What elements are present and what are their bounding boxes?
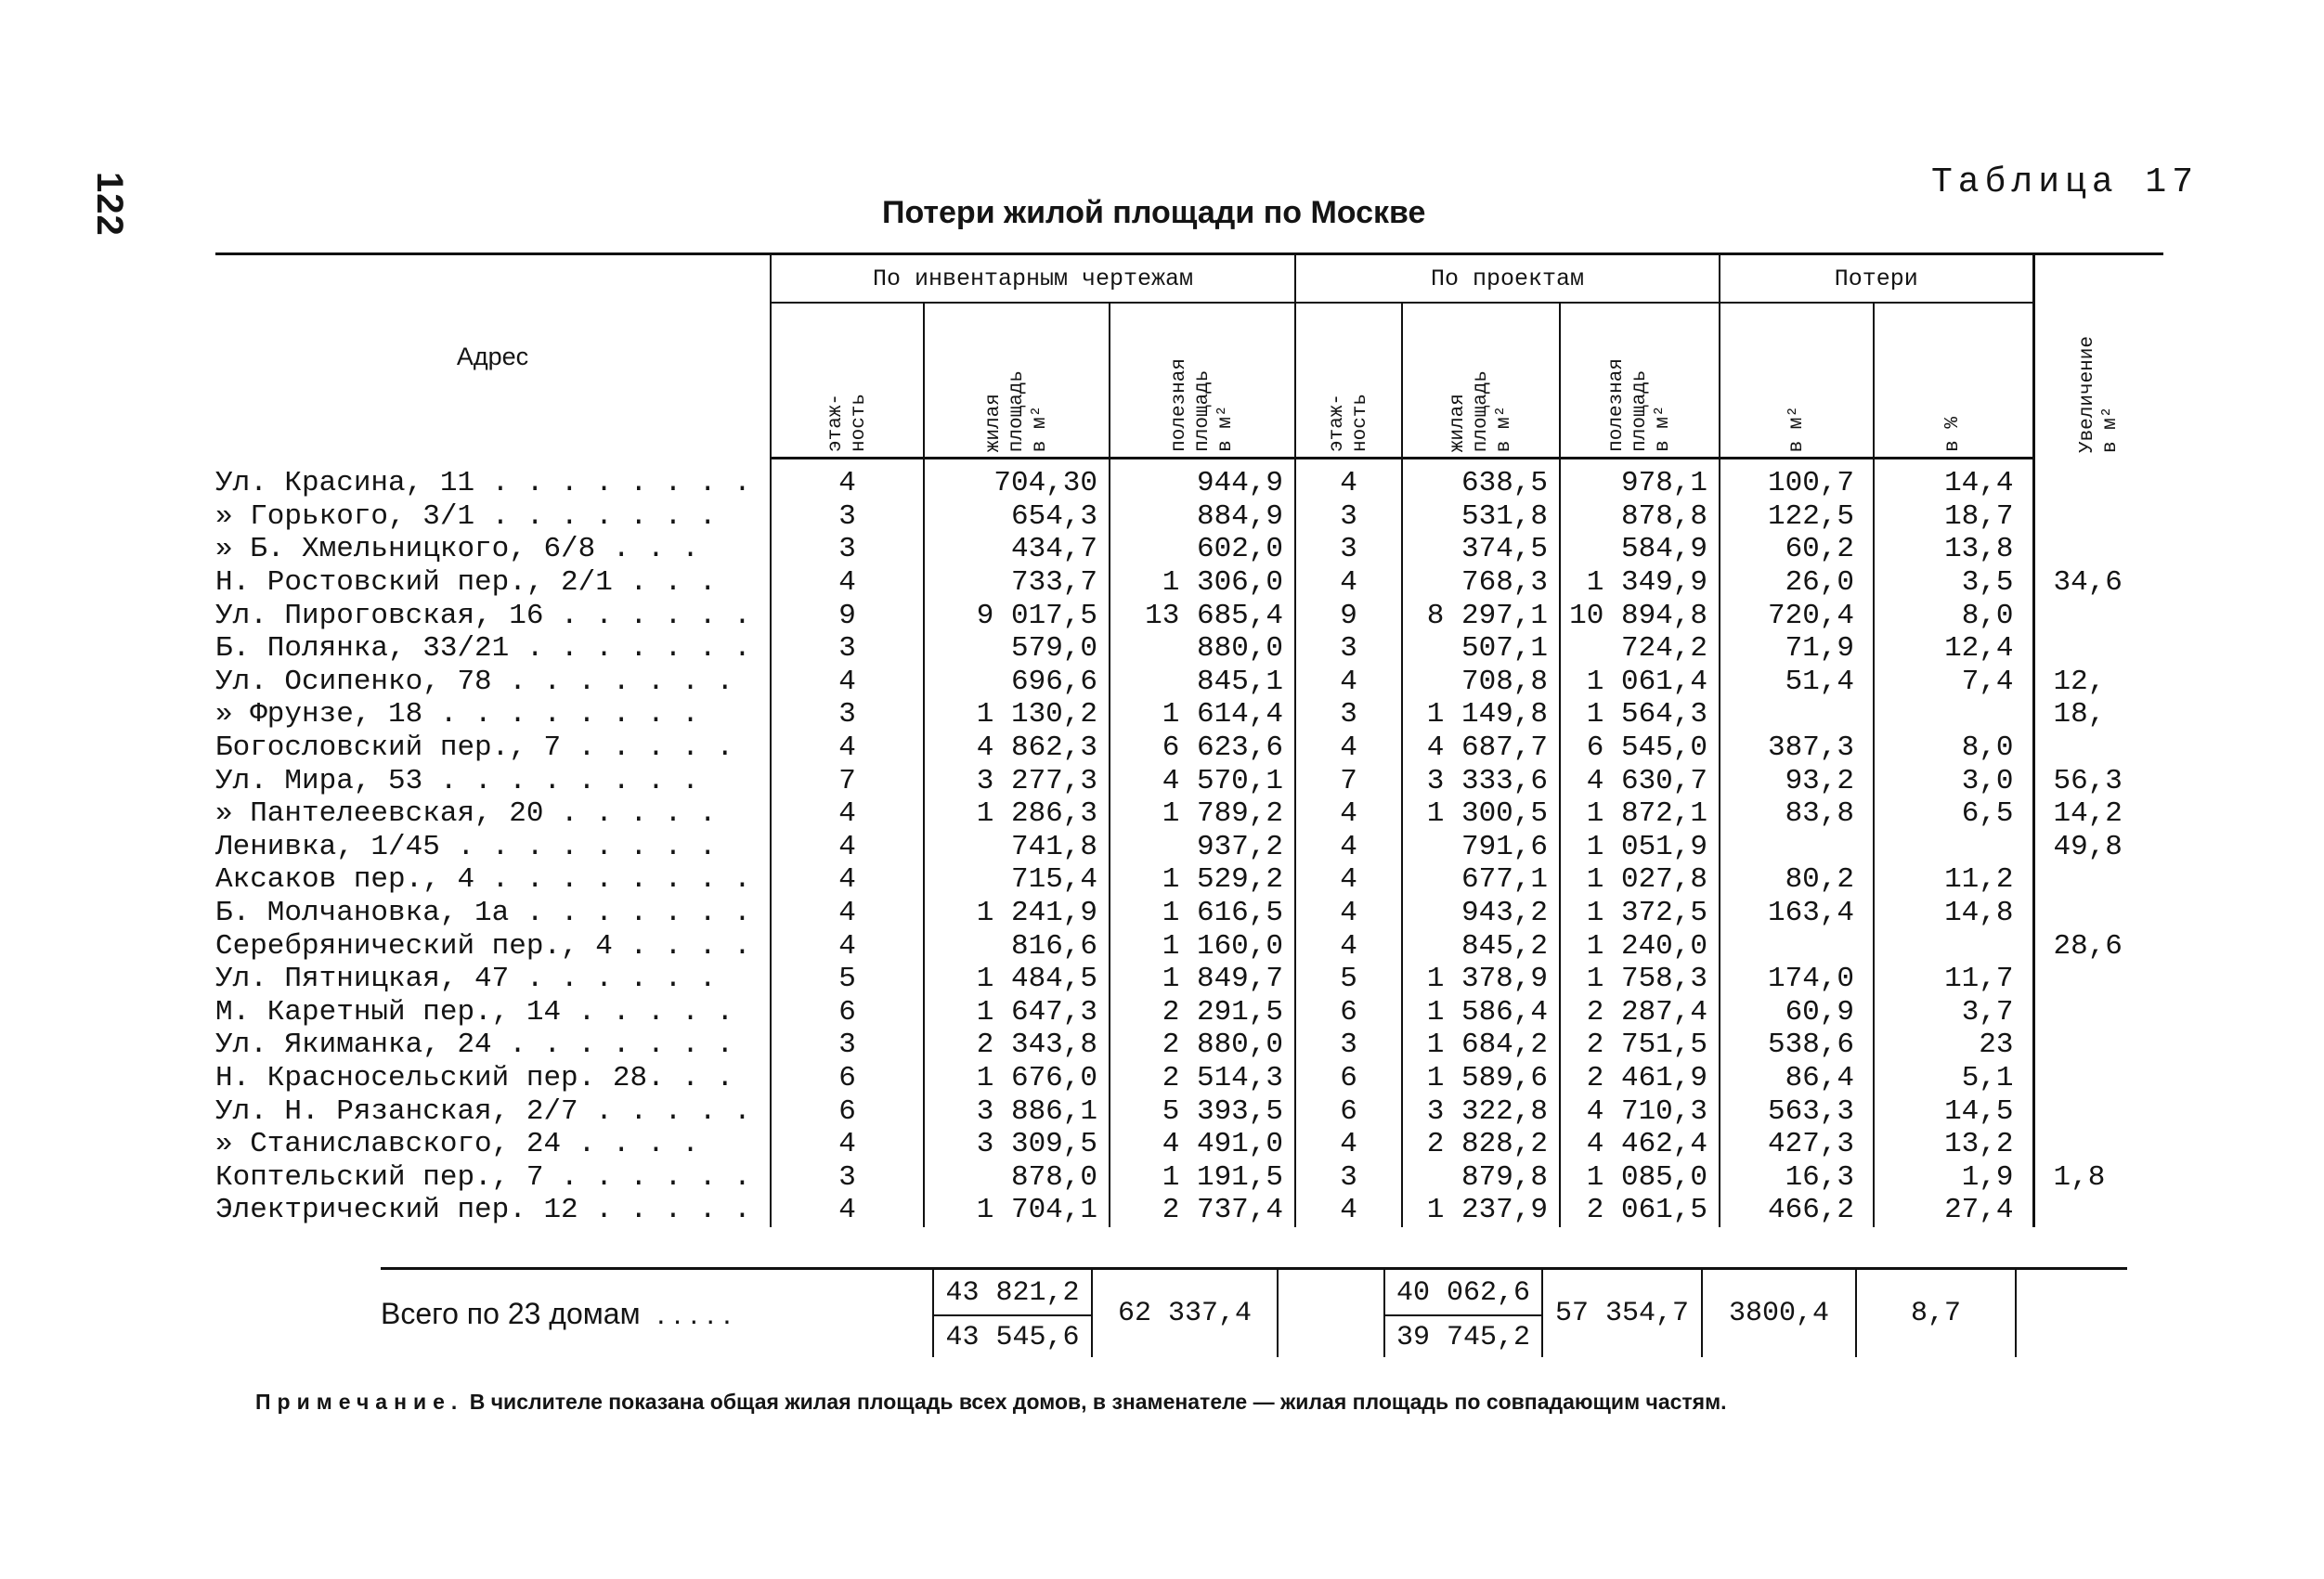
cell-address: Ул. Мира, 53 . . . . . . . . — [215, 764, 699, 797]
cell-prj-useful: 2 287,4 — [1560, 996, 1720, 1029]
cell-inv-living: 1 241,9 — [924, 897, 1110, 930]
cell-prj-floors: 4 — [1295, 1128, 1402, 1161]
cell-address: Ул. Осипенко, 78 . . . . . . . — [215, 665, 734, 698]
cell-prj-useful: 4 630,7 — [1560, 764, 1720, 797]
cell-inv-useful: 2 514,3 — [1110, 1062, 1295, 1095]
table-row — [215, 731, 2163, 765]
cell-loss-m2: 83,8 — [1720, 797, 1874, 831]
header-group-inventory: По инвентарным чертежам — [771, 254, 1295, 304]
cell-loss-pct: 14,4 — [1874, 459, 2033, 500]
cell-prj-floors: 4 — [1295, 929, 1402, 963]
cell-prj-living: 677,1 — [1402, 863, 1560, 897]
cell-loss-m2: 93,2 — [1720, 764, 1874, 797]
cell-prj-floors: 4 — [1295, 831, 1402, 864]
cell-loss-pct: 13,2 — [1874, 1128, 2033, 1161]
cell-prj-floors: 4 — [1295, 897, 1402, 930]
cell-loss-pct: 27,4 — [1874, 1194, 2033, 1227]
cell-loss-m2: 174,0 — [1720, 963, 1874, 996]
cell-address: Коптельский пер., 7 . . . . . . — [215, 1160, 751, 1194]
table-row — [215, 831, 2163, 864]
cell-loss-m2: 427,3 — [1720, 1128, 1874, 1161]
header-group-losses: Потери — [1720, 254, 2033, 304]
cell-inv-floors: 4 — [771, 731, 924, 765]
cell-increase: 49,8 — [2033, 831, 2163, 864]
cell-increase: 14,2 — [2033, 797, 2163, 831]
cell-loss-m2: 16,3 — [1720, 1160, 1874, 1194]
cell-prj-floors: 4 — [1295, 797, 1402, 831]
cell-prj-useful: 1 349,9 — [1560, 566, 1720, 600]
cell-prj-useful: 1 027,8 — [1560, 863, 1720, 897]
cell-address: Электрический пер. 12 . . . . . — [215, 1194, 751, 1227]
cell-increase — [2033, 500, 2163, 534]
cell-increase — [2033, 632, 2163, 666]
cell-inv-living: 1 704,1 — [924, 1194, 1110, 1227]
cell-address: Богословский пер., 7 . . . . . — [215, 731, 734, 765]
cell-prj-useful: 1 240,0 — [1560, 929, 1720, 963]
cell-prj-useful: 6 545,0 — [1560, 731, 1720, 765]
header-loss-m2: в м² — [1720, 303, 1874, 459]
cell-inv-floors: 5 — [771, 963, 924, 996]
table-row — [215, 929, 2163, 963]
cell-inv-useful: 1 849,7 — [1110, 963, 1295, 996]
page-number: 122 — [89, 172, 130, 237]
cell-address: » Горького, 3/1 . . . . . . . — [215, 499, 717, 533]
cell-prj-living: 374,5 — [1402, 533, 1560, 566]
cell-loss-pct: 23 — [1874, 1029, 2033, 1062]
cell-inv-useful: 845,1 — [1110, 666, 1295, 699]
cell-address: Б. Молчановка, 1а . . . . . . . — [215, 897, 751, 930]
header-group-projects: По проектам — [1295, 254, 1720, 304]
total-loss-m2: 3800,4 — [1702, 1269, 1856, 1358]
table-note — [255, 1390, 1727, 1415]
total-inv-living: 43 821,2 43 545,6 — [933, 1269, 1092, 1358]
cell-inv-floors: 4 — [771, 1128, 924, 1161]
table-row — [215, 566, 2163, 600]
cell-inv-useful: 4 491,0 — [1110, 1128, 1295, 1161]
cell-inv-living: 704,30 — [924, 459, 1110, 500]
cell-prj-floors: 6 — [1295, 996, 1402, 1029]
cell-increase: 12, — [2033, 666, 2163, 699]
cell-loss-pct: 3,7 — [1874, 996, 2033, 1029]
cell-loss-m2 — [1720, 929, 1874, 963]
total-prj-useful: 57 354,7 — [1542, 1269, 1702, 1358]
cell-inv-living: 434,7 — [924, 533, 1110, 566]
cell-inv-useful: 4 570,1 — [1110, 764, 1295, 797]
cell-inv-floors: 3 — [771, 500, 924, 534]
total-loss-pct: 8,7 — [1856, 1269, 2016, 1358]
cell-increase — [2033, 1094, 2163, 1128]
cell-loss-m2: 60,9 — [1720, 996, 1874, 1029]
table-row — [215, 1062, 2163, 1095]
cell-inv-useful: 1 529,2 — [1110, 863, 1295, 897]
cell-inv-living: 1 286,3 — [924, 797, 1110, 831]
cell-inv-useful: 937,2 — [1110, 831, 1295, 864]
cell-loss-pct: 3,0 — [1874, 764, 2033, 797]
cell-inv-living: 1 676,0 — [924, 1062, 1110, 1095]
table-row — [215, 459, 2163, 500]
cell-loss-pct: 7,4 — [1874, 666, 2033, 699]
cell-inv-useful: 944,9 — [1110, 459, 1295, 500]
cell-address: » Станиславского, 24 . . . . — [215, 1128, 699, 1161]
cell-inv-living: 3 309,5 — [924, 1128, 1110, 1161]
cell-inv-useful: 884,9 — [1110, 500, 1295, 534]
cell-increase: 28,6 — [2033, 929, 2163, 963]
cell-increase — [2033, 1128, 2163, 1161]
total-inv-useful: 62 337,4 — [1092, 1269, 1278, 1358]
cell-prj-living: 791,6 — [1402, 831, 1560, 864]
cell-prj-floors: 5 — [1295, 963, 1402, 996]
cell-inv-floors: 6 — [771, 1062, 924, 1095]
cell-address: Ул. Якиманка, 24 . . . . . . . — [215, 1029, 734, 1062]
cell-inv-useful: 5 393,5 — [1110, 1094, 1295, 1128]
header-address: Адрес — [215, 254, 771, 459]
cell-loss-m2: 538,6 — [1720, 1029, 1874, 1062]
cell-increase — [2033, 1194, 2163, 1227]
totals-row — [381, 1267, 2127, 1357]
cell-prj-useful: 1 872,1 — [1560, 797, 1720, 831]
cell-inv-useful: 1 160,0 — [1110, 929, 1295, 963]
cell-prj-living: 1 684,2 — [1402, 1029, 1560, 1062]
cell-loss-m2 — [1720, 831, 1874, 864]
cell-prj-floors: 6 — [1295, 1094, 1402, 1128]
cell-loss-m2: 71,9 — [1720, 632, 1874, 666]
cell-inv-useful: 13 685,4 — [1110, 599, 1295, 632]
cell-prj-living: 768,3 — [1402, 566, 1560, 600]
cell-prj-living: 3 333,6 — [1402, 764, 1560, 797]
cell-increase — [2033, 897, 2163, 930]
cell-address: Серебрянический пер., 4 . . . . — [215, 929, 751, 963]
cell-loss-pct: 5,1 — [1874, 1062, 2033, 1095]
table-row — [215, 1194, 2163, 1227]
cell-prj-floors: 3 — [1295, 632, 1402, 666]
cell-inv-living: 3 277,3 — [924, 764, 1110, 797]
cell-inv-floors: 4 — [771, 666, 924, 699]
cell-prj-useful: 2 461,9 — [1560, 1062, 1720, 1095]
cell-inv-floors: 3 — [771, 1160, 924, 1194]
cell-inv-useful: 1 306,0 — [1110, 566, 1295, 600]
cell-address: Ул. Пятницкая, 47 . . . . . . — [215, 963, 717, 996]
table-row — [215, 797, 2163, 831]
cell-prj-living: 845,2 — [1402, 929, 1560, 963]
note-head: Примечание. — [255, 1390, 464, 1414]
cell-prj-useful: 4 710,3 — [1560, 1094, 1720, 1128]
cell-prj-useful: 878,8 — [1560, 500, 1720, 534]
cell-inv-living: 741,8 — [924, 831, 1110, 864]
cell-prj-living: 4 687,7 — [1402, 731, 1560, 765]
cell-address: » Фрунзе, 18 . . . . . . . . — [215, 698, 699, 731]
losses-table — [215, 252, 2163, 1227]
cell-loss-m2: 563,3 — [1720, 1094, 1874, 1128]
cell-inv-useful: 2 737,4 — [1110, 1194, 1295, 1227]
table-row — [215, 533, 2163, 566]
cell-prj-living: 1 378,9 — [1402, 963, 1560, 996]
table-row — [215, 1160, 2163, 1194]
header-inv-useful: полезная площадь в м² — [1110, 303, 1295, 459]
table-row — [215, 599, 2163, 632]
cell-prj-living: 1 589,6 — [1402, 1062, 1560, 1095]
cell-loss-m2: 466,2 — [1720, 1194, 1874, 1227]
cell-loss-m2: 387,3 — [1720, 731, 1874, 765]
cell-inv-useful: 2 291,5 — [1110, 996, 1295, 1029]
cell-inv-living: 696,6 — [924, 666, 1110, 699]
header-prj-useful: полезная площадь в м² — [1560, 303, 1720, 459]
cell-inv-useful: 1 191,5 — [1110, 1160, 1295, 1194]
cell-inv-useful: 602,0 — [1110, 533, 1295, 566]
cell-prj-useful: 978,1 — [1560, 459, 1720, 500]
cell-inv-floors: 6 — [771, 996, 924, 1029]
table-number: Таблица 17 — [1931, 162, 2200, 202]
cell-inv-floors: 6 — [771, 1094, 924, 1128]
cell-loss-m2: 26,0 — [1720, 566, 1874, 600]
cell-prj-living: 879,8 — [1402, 1160, 1560, 1194]
cell-prj-living: 1 586,4 — [1402, 996, 1560, 1029]
cell-inv-useful: 1 614,4 — [1110, 698, 1295, 731]
cell-inv-living: 816,6 — [924, 929, 1110, 963]
cell-increase: 18, — [2033, 698, 2163, 731]
table-row — [215, 698, 2163, 731]
cell-prj-living: 8 297,1 — [1402, 599, 1560, 632]
cell-inv-living: 4 862,3 — [924, 731, 1110, 765]
cell-prj-floors: 4 — [1295, 459, 1402, 500]
cell-loss-pct — [1874, 698, 2033, 731]
table-row — [215, 764, 2163, 797]
cell-loss-pct: 1,9 — [1874, 1160, 2033, 1194]
cell-loss-pct: 11,7 — [1874, 963, 2033, 996]
cell-prj-floors: 4 — [1295, 666, 1402, 699]
cell-loss-m2: 86,4 — [1720, 1062, 1874, 1095]
cell-increase — [2033, 963, 2163, 996]
cell-prj-living: 1 300,5 — [1402, 797, 1560, 831]
cell-prj-living: 943,2 — [1402, 897, 1560, 930]
cell-inv-living: 715,4 — [924, 863, 1110, 897]
cell-loss-pct — [1874, 831, 2033, 864]
cell-prj-floors: 4 — [1295, 1194, 1402, 1227]
cell-loss-pct: 14,8 — [1874, 897, 2033, 930]
cell-inv-useful: 6 623,6 — [1110, 731, 1295, 765]
cell-increase — [2033, 599, 2163, 632]
table-row — [215, 1128, 2163, 1161]
cell-inv-living: 579,0 — [924, 632, 1110, 666]
cell-prj-useful: 10 894,8 — [1560, 599, 1720, 632]
cell-prj-useful: 2 751,5 — [1560, 1029, 1720, 1062]
cell-address: М. Каретный пер., 14 . . . . . — [215, 995, 734, 1029]
cell-loss-m2: 60,2 — [1720, 533, 1874, 566]
cell-address: Ул. Красина, 11 . . . . . . . . — [215, 466, 751, 499]
cell-prj-useful: 724,2 — [1560, 632, 1720, 666]
cell-increase — [2033, 731, 2163, 765]
cell-loss-pct: 8,0 — [1874, 731, 2033, 765]
table-row — [215, 897, 2163, 930]
cell-address: » Б. Хмельницкого, 6/8 . . . — [215, 533, 699, 566]
cell-inv-floors: 4 — [771, 929, 924, 963]
cell-loss-pct: 14,5 — [1874, 1094, 2033, 1128]
cell-inv-floors: 4 — [771, 797, 924, 831]
cell-prj-useful: 584,9 — [1560, 533, 1720, 566]
cell-inv-living: 3 886,1 — [924, 1094, 1110, 1128]
cell-inv-useful: 880,0 — [1110, 632, 1295, 666]
cell-inv-living: 2 343,8 — [924, 1029, 1110, 1062]
cell-prj-living: 708,8 — [1402, 666, 1560, 699]
cell-prj-living: 3 322,8 — [1402, 1094, 1560, 1128]
cell-inv-floors: 7 — [771, 764, 924, 797]
cell-inv-living: 654,3 — [924, 500, 1110, 534]
cell-address: Ул. Пироговская, 16 . . . . . . — [215, 599, 751, 632]
cell-inv-floors: 4 — [771, 863, 924, 897]
cell-address: Аксаков пер., 4 . . . . . . . . — [215, 863, 751, 897]
cell-loss-pct: 12,4 — [1874, 632, 2033, 666]
cell-address: » Пантелеевская, 20 . . . . . — [215, 797, 717, 831]
table-row — [215, 632, 2163, 666]
cell-increase — [2033, 1029, 2163, 1062]
cell-prj-useful: 1 372,5 — [1560, 897, 1720, 930]
cell-prj-useful: 1 564,3 — [1560, 698, 1720, 731]
cell-loss-m2 — [1720, 698, 1874, 731]
table-row — [215, 500, 2163, 534]
total-prj-floors — [1278, 1269, 1384, 1358]
cell-address: Н. Красносельский пер. 28. . . — [215, 1061, 734, 1094]
cell-prj-floors: 4 — [1295, 863, 1402, 897]
cell-inv-living: 9 017,5 — [924, 599, 1110, 632]
table-row — [215, 863, 2163, 897]
header-prj-floors: этаж- ность — [1295, 303, 1402, 459]
cell-prj-living: 1 237,9 — [1402, 1194, 1560, 1227]
cell-inv-floors: 4 — [771, 831, 924, 864]
cell-increase — [2033, 533, 2163, 566]
cell-increase — [2033, 996, 2163, 1029]
cell-inv-living: 878,0 — [924, 1160, 1110, 1194]
cell-loss-m2: 100,7 — [1720, 459, 1874, 500]
header-inv-living: жилая площадь в м² — [924, 303, 1110, 459]
cell-address: Н. Ростовский пер., 2/1 . . . — [215, 566, 717, 600]
total-label: Всего по 23 домам . . . . . — [381, 1269, 933, 1358]
cell-loss-pct: 3,5 — [1874, 566, 2033, 600]
total-prj-living: 40 062,6 39 745,2 — [1384, 1269, 1542, 1358]
cell-prj-useful: 1 758,3 — [1560, 963, 1720, 996]
cell-inv-floors: 3 — [771, 1029, 924, 1062]
total-increase — [2016, 1269, 2127, 1358]
table-row — [215, 1094, 2163, 1128]
cell-inv-useful: 2 880,0 — [1110, 1029, 1295, 1062]
cell-inv-floors: 3 — [771, 533, 924, 566]
table-row — [215, 666, 2163, 699]
cell-loss-pct: 13,8 — [1874, 533, 2033, 566]
cell-inv-useful: 1 616,5 — [1110, 897, 1295, 930]
cell-prj-floors: 3 — [1295, 698, 1402, 731]
header-increase: Увеличение в м² — [2033, 254, 2163, 459]
cell-prj-living: 638,5 — [1402, 459, 1560, 500]
cell-address: Ленивка, 1/45 . . . . . . . . — [215, 830, 717, 863]
header-inv-floors: этаж- ность — [771, 303, 924, 459]
cell-loss-m2: 122,5 — [1720, 500, 1874, 534]
cell-prj-useful: 2 061,5 — [1560, 1194, 1720, 1227]
cell-prj-living: 507,1 — [1402, 632, 1560, 666]
cell-loss-pct: 6,5 — [1874, 797, 2033, 831]
cell-prj-floors: 4 — [1295, 731, 1402, 765]
cell-inv-living: 1 130,2 — [924, 698, 1110, 731]
cell-increase — [2033, 863, 2163, 897]
note-text: В числителе показана общая жилая площадь всех домов, в знаменателе — жилая площадь по совпадающим частям. — [463, 1390, 1727, 1414]
cell-inv-living: 1 647,3 — [924, 996, 1110, 1029]
cell-address: Б. Полянка, 33/21 . . . . . . . — [215, 632, 751, 666]
cell-prj-floors: 7 — [1295, 764, 1402, 797]
cell-inv-floors: 4 — [771, 897, 924, 930]
cell-loss-pct: 11,2 — [1874, 863, 2033, 897]
cell-increase: 1,8 — [2033, 1160, 2163, 1194]
cell-increase — [2033, 1062, 2163, 1095]
cell-prj-floors: 4 — [1295, 566, 1402, 600]
cell-increase: 56,3 — [2033, 764, 2163, 797]
cell-inv-floors: 9 — [771, 599, 924, 632]
cell-inv-floors: 4 — [771, 459, 924, 500]
cell-prj-useful: 1 051,9 — [1560, 831, 1720, 864]
cell-inv-living: 733,7 — [924, 566, 1110, 600]
cell-prj-living: 531,8 — [1402, 500, 1560, 534]
cell-loss-pct: 18,7 — [1874, 500, 2033, 534]
cell-inv-floors: 3 — [771, 632, 924, 666]
cell-loss-pct — [1874, 929, 2033, 963]
header-loss-pct: в % — [1874, 303, 2033, 459]
cell-prj-floors: 3 — [1295, 500, 1402, 534]
cell-inv-floors: 4 — [771, 1194, 924, 1227]
cell-prj-useful: 4 462,4 — [1560, 1128, 1720, 1161]
cell-loss-m2: 51,4 — [1720, 666, 1874, 699]
cell-increase — [2033, 459, 2163, 500]
cell-prj-floors: 9 — [1295, 599, 1402, 632]
cell-increase: 34,6 — [2033, 566, 2163, 600]
header-prj-living: жилая площадь в м² — [1402, 303, 1560, 459]
table-title: Потери жилой площади по Москве — [882, 195, 1426, 230]
cell-loss-m2: 720,4 — [1720, 599, 1874, 632]
cell-loss-m2: 163,4 — [1720, 897, 1874, 930]
table-row — [215, 1029, 2163, 1062]
cell-prj-living: 2 828,2 — [1402, 1128, 1560, 1161]
cell-prj-floors: 6 — [1295, 1062, 1402, 1095]
cell-inv-floors: 3 — [771, 698, 924, 731]
cell-prj-floors: 3 — [1295, 533, 1402, 566]
cell-address: Ул. Н. Рязанская, 2/7 . . . . . — [215, 1094, 751, 1128]
cell-loss-m2: 80,2 — [1720, 863, 1874, 897]
cell-inv-useful: 1 789,2 — [1110, 797, 1295, 831]
cell-prj-floors: 3 — [1295, 1029, 1402, 1062]
table-row — [215, 996, 2163, 1029]
cell-inv-floors: 4 — [771, 566, 924, 600]
cell-loss-pct: 8,0 — [1874, 599, 2033, 632]
cell-inv-living: 1 484,5 — [924, 963, 1110, 996]
table-row — [215, 963, 2163, 996]
cell-prj-useful: 1 061,4 — [1560, 666, 1720, 699]
cell-prj-floors: 3 — [1295, 1160, 1402, 1194]
cell-prj-living: 1 149,8 — [1402, 698, 1560, 731]
cell-prj-useful: 1 085,0 — [1560, 1160, 1720, 1194]
